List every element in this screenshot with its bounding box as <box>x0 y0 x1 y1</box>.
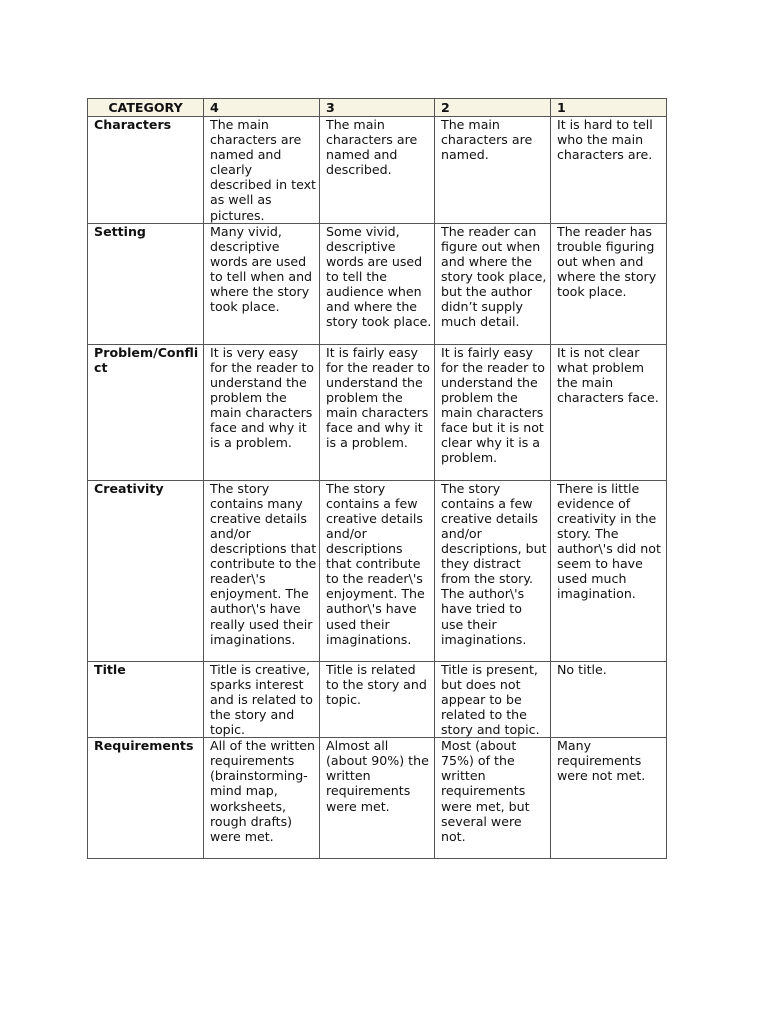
rubric-row-problem-conflict <box>88 344 667 480</box>
header-score-4: 4 <box>204 99 320 117</box>
setting-score-2: The reader can figure out when and where the story took place, but the author didn’t supply much detail. <box>435 223 551 344</box>
rubric-row-requirements <box>88 738 667 859</box>
category-title: Title <box>88 661 204 737</box>
header-row <box>88 99 667 117</box>
category-requirements: Requirements <box>88 738 204 859</box>
problem-conflict-score-1: It is not clear what problem the main characters face. <box>551 344 667 480</box>
problem-conflict-score-3: It is fairly easy for the reader to understand the problem the main characters face and why it is a problem. <box>320 344 435 480</box>
creativity-score-4: The story contains many creative details and/or descriptions that contribute to the reader\'s enjoyment. The author\'s have really used their imaginations. <box>204 480 320 661</box>
setting-score-3: Some vivid, descriptive words are used to tell the audience when and where the story took place. <box>320 223 435 344</box>
header-category: CATEGORY <box>88 99 204 117</box>
rubric-table <box>87 98 667 859</box>
title-score-1: No title. <box>551 661 667 737</box>
category-setting: Setting <box>88 223 204 344</box>
title-score-4: Title is creative, sparks interest and is related to the story and topic. <box>204 661 320 737</box>
characters-score-4: The main characters are named and clearly described in text as well as pictures. <box>204 117 320 224</box>
creativity-score-1: There is little evidence of creativity in the story. The author\'s did not seem to have used much imagination. <box>551 480 667 661</box>
setting-score-1: The reader has trouble figuring out when and where the story took place. <box>551 223 667 344</box>
creativity-score-2: The story contains a few creative details and/or descriptions, but they distract from the story. The author\'s have tried to use their imaginations. <box>435 480 551 661</box>
title-score-3: Title is related to the story and topic. <box>320 661 435 737</box>
category-creativity: Creativity <box>88 480 204 661</box>
header-score-1: 1 <box>551 99 667 117</box>
problem-conflict-score-4: It is very easy for the reader to understand the problem the main characters face and why it is a problem. <box>204 344 320 480</box>
requirements-score-1: Many requirements were not met. <box>551 738 667 859</box>
setting-score-4: Many vivid, descriptive words are used to tell when and where the story took place. <box>204 223 320 344</box>
creativity-score-3: The story contains a few creative details and/or descriptions that contribute to the reader\'s enjoyment. The author\'s have used their imaginations. <box>320 480 435 661</box>
category-characters: Characters <box>88 117 204 224</box>
rubric-row-title <box>88 661 667 737</box>
requirements-score-4: All of the written requirements (brainstorming-mind map, worksheets, rough drafts) were met. <box>204 738 320 859</box>
category-problem-conflict: Problem/Conflict <box>88 344 204 480</box>
requirements-score-3: Almost all (about 90%) the written requirements were met. <box>320 738 435 859</box>
header-score-2: 2 <box>435 99 551 117</box>
problem-conflict-score-2: It is fairly easy for the reader to understand the problem the main characters face but it is not clear why it is a problem. <box>435 344 551 480</box>
characters-score-2: The main characters are named. <box>435 117 551 224</box>
rubric-row-setting <box>88 223 667 344</box>
header-score-3: 3 <box>320 99 435 117</box>
characters-score-3: The main characters are named and described. <box>320 117 435 224</box>
title-score-2: Title is present, but does not appear to be related to the story and topic. <box>435 661 551 737</box>
rubric-row-creativity <box>88 480 667 661</box>
requirements-score-2: Most (about 75%) of the written requirements were met, but several were not. <box>435 738 551 859</box>
characters-score-1: It is hard to tell who the main characters are. <box>551 117 667 224</box>
rubric-row-characters <box>88 117 667 224</box>
